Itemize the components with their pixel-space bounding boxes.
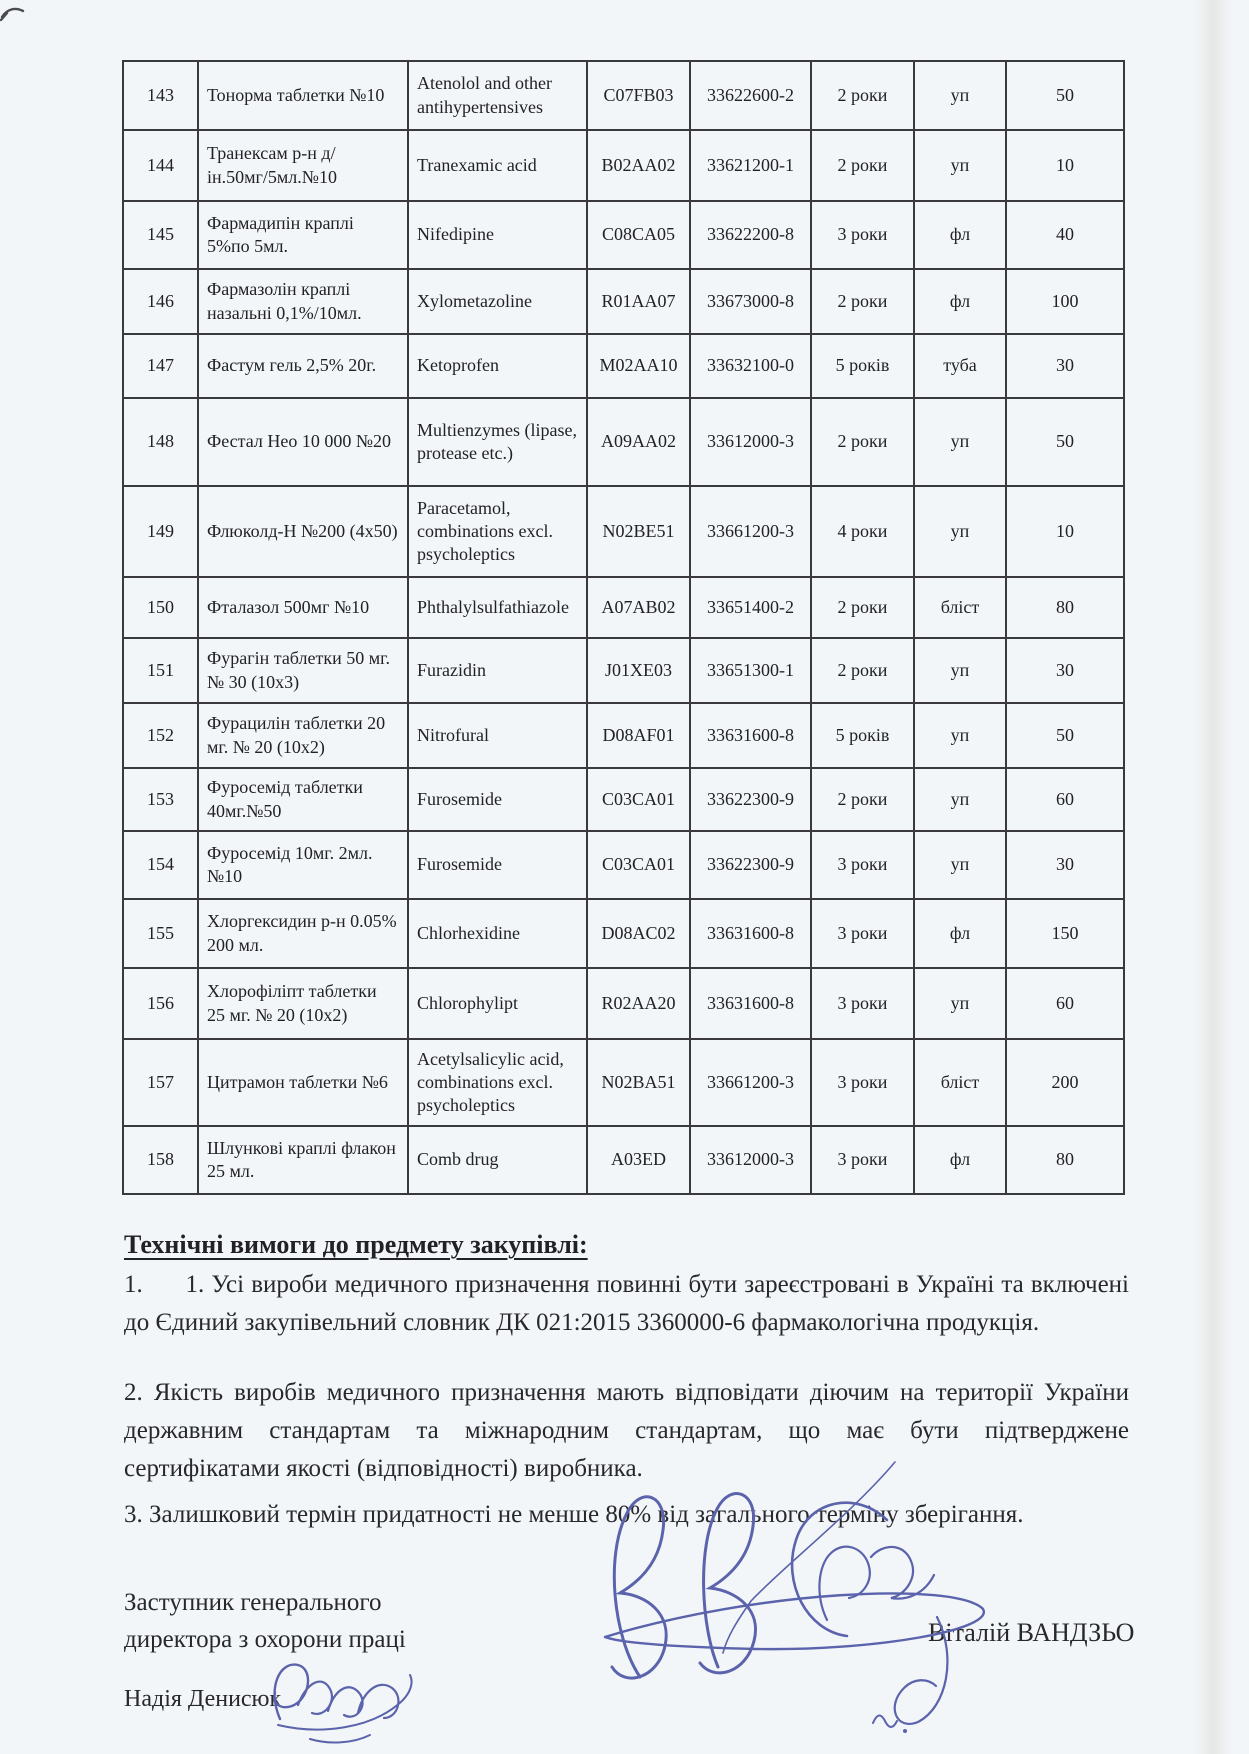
cell-name-en: Paracetamol, combinations excl. psycholeptics: [408, 486, 587, 577]
cell-cpv-code: 33612000-3: [690, 1126, 811, 1194]
table-row: [123, 269, 1124, 334]
cell-cpv-code: 33651300-1: [690, 638, 811, 703]
cell-number: 149: [123, 486, 198, 577]
table-row: [123, 768, 1124, 831]
cell-number: 156: [123, 968, 198, 1039]
cell-name-ua: Фурагін таблетки 50 мг. № 30 (10х3): [198, 638, 408, 703]
table-row: [123, 831, 1124, 899]
cell-name-ua: Фталазол 500мг №10: [198, 577, 408, 638]
cell-cpv-code: 33621200-1: [690, 130, 811, 201]
cell-shelf-life: 3 роки: [811, 1039, 914, 1126]
cell-name-en: Xylometazoline: [408, 269, 587, 334]
cell-name-en: Furosemide: [408, 831, 587, 899]
cell-unit: уп: [914, 638, 1006, 703]
table-row: [123, 201, 1124, 269]
cell-atc-code: D08AC02: [587, 899, 690, 968]
medication-table-body: [123, 61, 1124, 1194]
cell-shelf-life: 3 роки: [811, 968, 914, 1039]
requirement-item-1: 1. 1. Усі вироби медичного призначення повинні бути зареєстровані в Україні та включені до Єдиний закупівельний словник ДК 021:2015 3360000-6 фармакологічна продукція.: [124, 1271, 1129, 1336]
cell-quantity: 30: [1006, 831, 1124, 899]
cell-shelf-life: 2 роки: [811, 398, 914, 486]
cell-shelf-life: 2 роки: [811, 638, 914, 703]
cell-cpv-code: 33622200-8: [690, 201, 811, 269]
cell-cpv-code: 33651400-2: [690, 577, 811, 638]
cell-quantity: 60: [1006, 968, 1124, 1039]
table-row: [123, 899, 1124, 968]
cell-unit: уп: [914, 61, 1006, 130]
cell-unit: уп: [914, 831, 1006, 899]
cell-shelf-life: 5 років: [811, 334, 914, 398]
cell-atc-code: D08AF01: [587, 703, 690, 768]
cell-name-ua: Фурацилін таблетки 20 мг. № 20 (10х2): [198, 703, 408, 768]
table-row: [123, 1039, 1124, 1126]
cell-number: 152: [123, 703, 198, 768]
cell-quantity: 80: [1006, 577, 1124, 638]
table-row: [123, 398, 1124, 486]
requirement-item-3: 3. Залишковий термін придатності не менше 80% від загального терміну зберігання.: [124, 1501, 1024, 1528]
cell-atc-code: A03ED: [587, 1126, 690, 1194]
cell-cpv-code: 33632100-0: [690, 334, 811, 398]
cell-quantity: 50: [1006, 703, 1124, 768]
cell-quantity: 30: [1006, 334, 1124, 398]
cell-atc-code: A07AB02: [587, 577, 690, 638]
cell-name-en: Furazidin: [408, 638, 587, 703]
cell-cpv-code: 33673000-8: [690, 269, 811, 334]
medication-table: [122, 60, 1125, 1195]
cell-quantity: 50: [1006, 61, 1124, 130]
cell-name-en: Tranexamic acid: [408, 130, 587, 201]
signer-title: Заступник генерального директора з охорони праці: [124, 1589, 406, 1653]
signer-name: Віталій ВАНДЗЬО: [928, 1618, 1135, 1647]
cell-number: 155: [123, 899, 198, 968]
cell-atc-code: C03CA01: [587, 768, 690, 831]
cell-unit: туба: [914, 334, 1006, 398]
cell-atc-code: A09AA02: [587, 398, 690, 486]
cell-name-ua: Фуросемід таблетки 40мг.№50: [198, 768, 408, 831]
cell-atc-code: N02BE51: [587, 486, 690, 577]
cell-number: 148: [123, 398, 198, 486]
cell-name-ua: Фармазолін краплі назальні 0,1%/10мл.: [198, 269, 408, 334]
cell-shelf-life: 5 років: [811, 703, 914, 768]
cell-name-en: Atenolol and other antihypertensives: [408, 61, 587, 130]
cell-cpv-code: 33631600-8: [690, 703, 811, 768]
cell-number: 150: [123, 577, 198, 638]
table-row: [123, 61, 1124, 130]
cell-cpv-code: 33631600-8: [690, 968, 811, 1039]
cell-number: 143: [123, 61, 198, 130]
cell-name-en: Chlorophylipt: [408, 968, 587, 1039]
cell-shelf-life: 3 роки: [811, 831, 914, 899]
cell-unit: уп: [914, 703, 1006, 768]
cell-cpv-code: 33661200-3: [690, 486, 811, 577]
table-row: [123, 703, 1124, 768]
cell-shelf-life: 3 роки: [811, 1126, 914, 1194]
table-row: [123, 577, 1124, 638]
table-row: [123, 486, 1124, 577]
secondary-signer-name: Надія Денисюк: [124, 1686, 282, 1712]
cell-cpv-code: 33622300-9: [690, 768, 811, 831]
cell-quantity: 50: [1006, 398, 1124, 486]
cell-quantity: 100: [1006, 269, 1124, 334]
cell-shelf-life: 2 роки: [811, 768, 914, 831]
cell-number: 157: [123, 1039, 198, 1126]
cell-quantity: 200: [1006, 1039, 1124, 1126]
cell-unit: бліст: [914, 577, 1006, 638]
cell-atc-code: J01XE03: [587, 638, 690, 703]
cell-name-en: Nitrofural: [408, 703, 587, 768]
cell-quantity: 10: [1006, 486, 1124, 577]
cell-name-ua: Цитрамон таблетки №6: [198, 1039, 408, 1126]
cell-cpv-code: 33631600-8: [690, 899, 811, 968]
cell-unit: уп: [914, 486, 1006, 577]
cell-name-ua: Тонорма таблетки №10: [198, 61, 408, 130]
cell-name-en: Multienzymes (lipase, protease etc.): [408, 398, 587, 486]
cell-unit: фл: [914, 1126, 1006, 1194]
cell-name-ua: Флюколд-Н №200 (4х50): [198, 486, 408, 577]
cell-unit: уп: [914, 768, 1006, 831]
cell-quantity: 60: [1006, 768, 1124, 831]
cell-shelf-life: 2 роки: [811, 130, 914, 201]
cell-shelf-life: 4 роки: [811, 486, 914, 577]
cell-shelf-life: 3 роки: [811, 899, 914, 968]
cell-number: 145: [123, 201, 198, 269]
cell-cpv-code: 33622600-2: [690, 61, 811, 130]
cell-number: 158: [123, 1126, 198, 1194]
cell-name-ua: Фестал Нео 10 000 №20: [198, 398, 408, 486]
requirements-heading: Технічні вимоги до предмету закупівлі:: [124, 1230, 588, 1259]
cell-atc-code: R02AA20: [587, 968, 690, 1039]
cell-number: 153: [123, 768, 198, 831]
cell-name-en: Nifedipine: [408, 201, 587, 269]
cell-name-en: Chlorhexidine: [408, 899, 587, 968]
cell-number: 154: [123, 831, 198, 899]
cell-name-ua: Шлункові краплі флакон 25 мл.: [198, 1126, 408, 1194]
cell-atc-code: B02AA02: [587, 130, 690, 201]
cell-quantity: 80: [1006, 1126, 1124, 1194]
cell-quantity: 30: [1006, 638, 1124, 703]
cell-shelf-life: 3 роки: [811, 201, 914, 269]
table-row: [123, 1126, 1124, 1194]
cell-quantity: 10: [1006, 130, 1124, 201]
cell-number: 144: [123, 130, 198, 201]
cell-unit: фл: [914, 899, 1006, 968]
cell-cpv-code: 33661200-3: [690, 1039, 811, 1126]
cell-name-ua: Фуросемід 10мг. 2мл. №10: [198, 831, 408, 899]
cell-number: 151: [123, 638, 198, 703]
table-row: [123, 130, 1124, 201]
cell-atc-code: C07FB03: [587, 61, 690, 130]
cell-atc-code: R01AA07: [587, 269, 690, 334]
cell-name-ua: Хлорофіліпт таблетки 25 мг. № 20 (10х2): [198, 968, 408, 1039]
cell-unit: бліст: [914, 1039, 1006, 1126]
cell-name-ua: Хлоргексидин р-н 0.05% 200 мл.: [198, 899, 408, 968]
cell-quantity: 150: [1006, 899, 1124, 968]
cell-name-ua: Фармадипін краплі 5%по 5мл.: [198, 201, 408, 269]
cell-unit: уп: [914, 968, 1006, 1039]
cell-atc-code: C08CA05: [587, 201, 690, 269]
cell-name-ua: Фастум гель 2,5% 20г.: [198, 334, 408, 398]
scan-corner-mark-icon: [0, 2, 26, 24]
cell-atc-code: N02BA51: [587, 1039, 690, 1126]
requirement-item-2: 2. Якість виробів медичного призначення мають відповідати діючим на території України державним стандартам та міжнародним стандартам, що має бути підтверджене сертифікатами якості (відповідності) виробника.: [124, 1379, 1129, 1482]
cell-name-ua: Транексам р-н д/ін.50мг/5мл.№10: [198, 130, 408, 201]
cell-cpv-code: 33612000-3: [690, 398, 811, 486]
cell-name-en: Ketoprofen: [408, 334, 587, 398]
cell-quantity: 40: [1006, 201, 1124, 269]
cell-atc-code: M02AA10: [587, 334, 690, 398]
cell-name-en: Acetylsalicylic acid, combinations excl. psycholeptics: [408, 1039, 587, 1126]
table-row: [123, 638, 1124, 703]
cell-unit: уп: [914, 130, 1006, 201]
cell-number: 147: [123, 334, 198, 398]
cell-unit: фл: [914, 269, 1006, 334]
cell-cpv-code: 33622300-9: [690, 831, 811, 899]
cell-number: 146: [123, 269, 198, 334]
cell-shelf-life: 2 роки: [811, 269, 914, 334]
cell-name-en: Furosemide: [408, 768, 587, 831]
cell-unit: уп: [914, 398, 1006, 486]
cell-atc-code: C03CA01: [587, 831, 690, 899]
cell-shelf-life: 2 роки: [811, 61, 914, 130]
cell-shelf-life: 2 роки: [811, 577, 914, 638]
table-row: [123, 334, 1124, 398]
table-row: [123, 968, 1124, 1039]
cell-name-en: Phthalylsulfathiazole: [408, 577, 587, 638]
cell-unit: фл: [914, 201, 1006, 269]
cell-name-en: Comb drug: [408, 1126, 587, 1194]
page-edge-shadow: [1193, 0, 1233, 1754]
